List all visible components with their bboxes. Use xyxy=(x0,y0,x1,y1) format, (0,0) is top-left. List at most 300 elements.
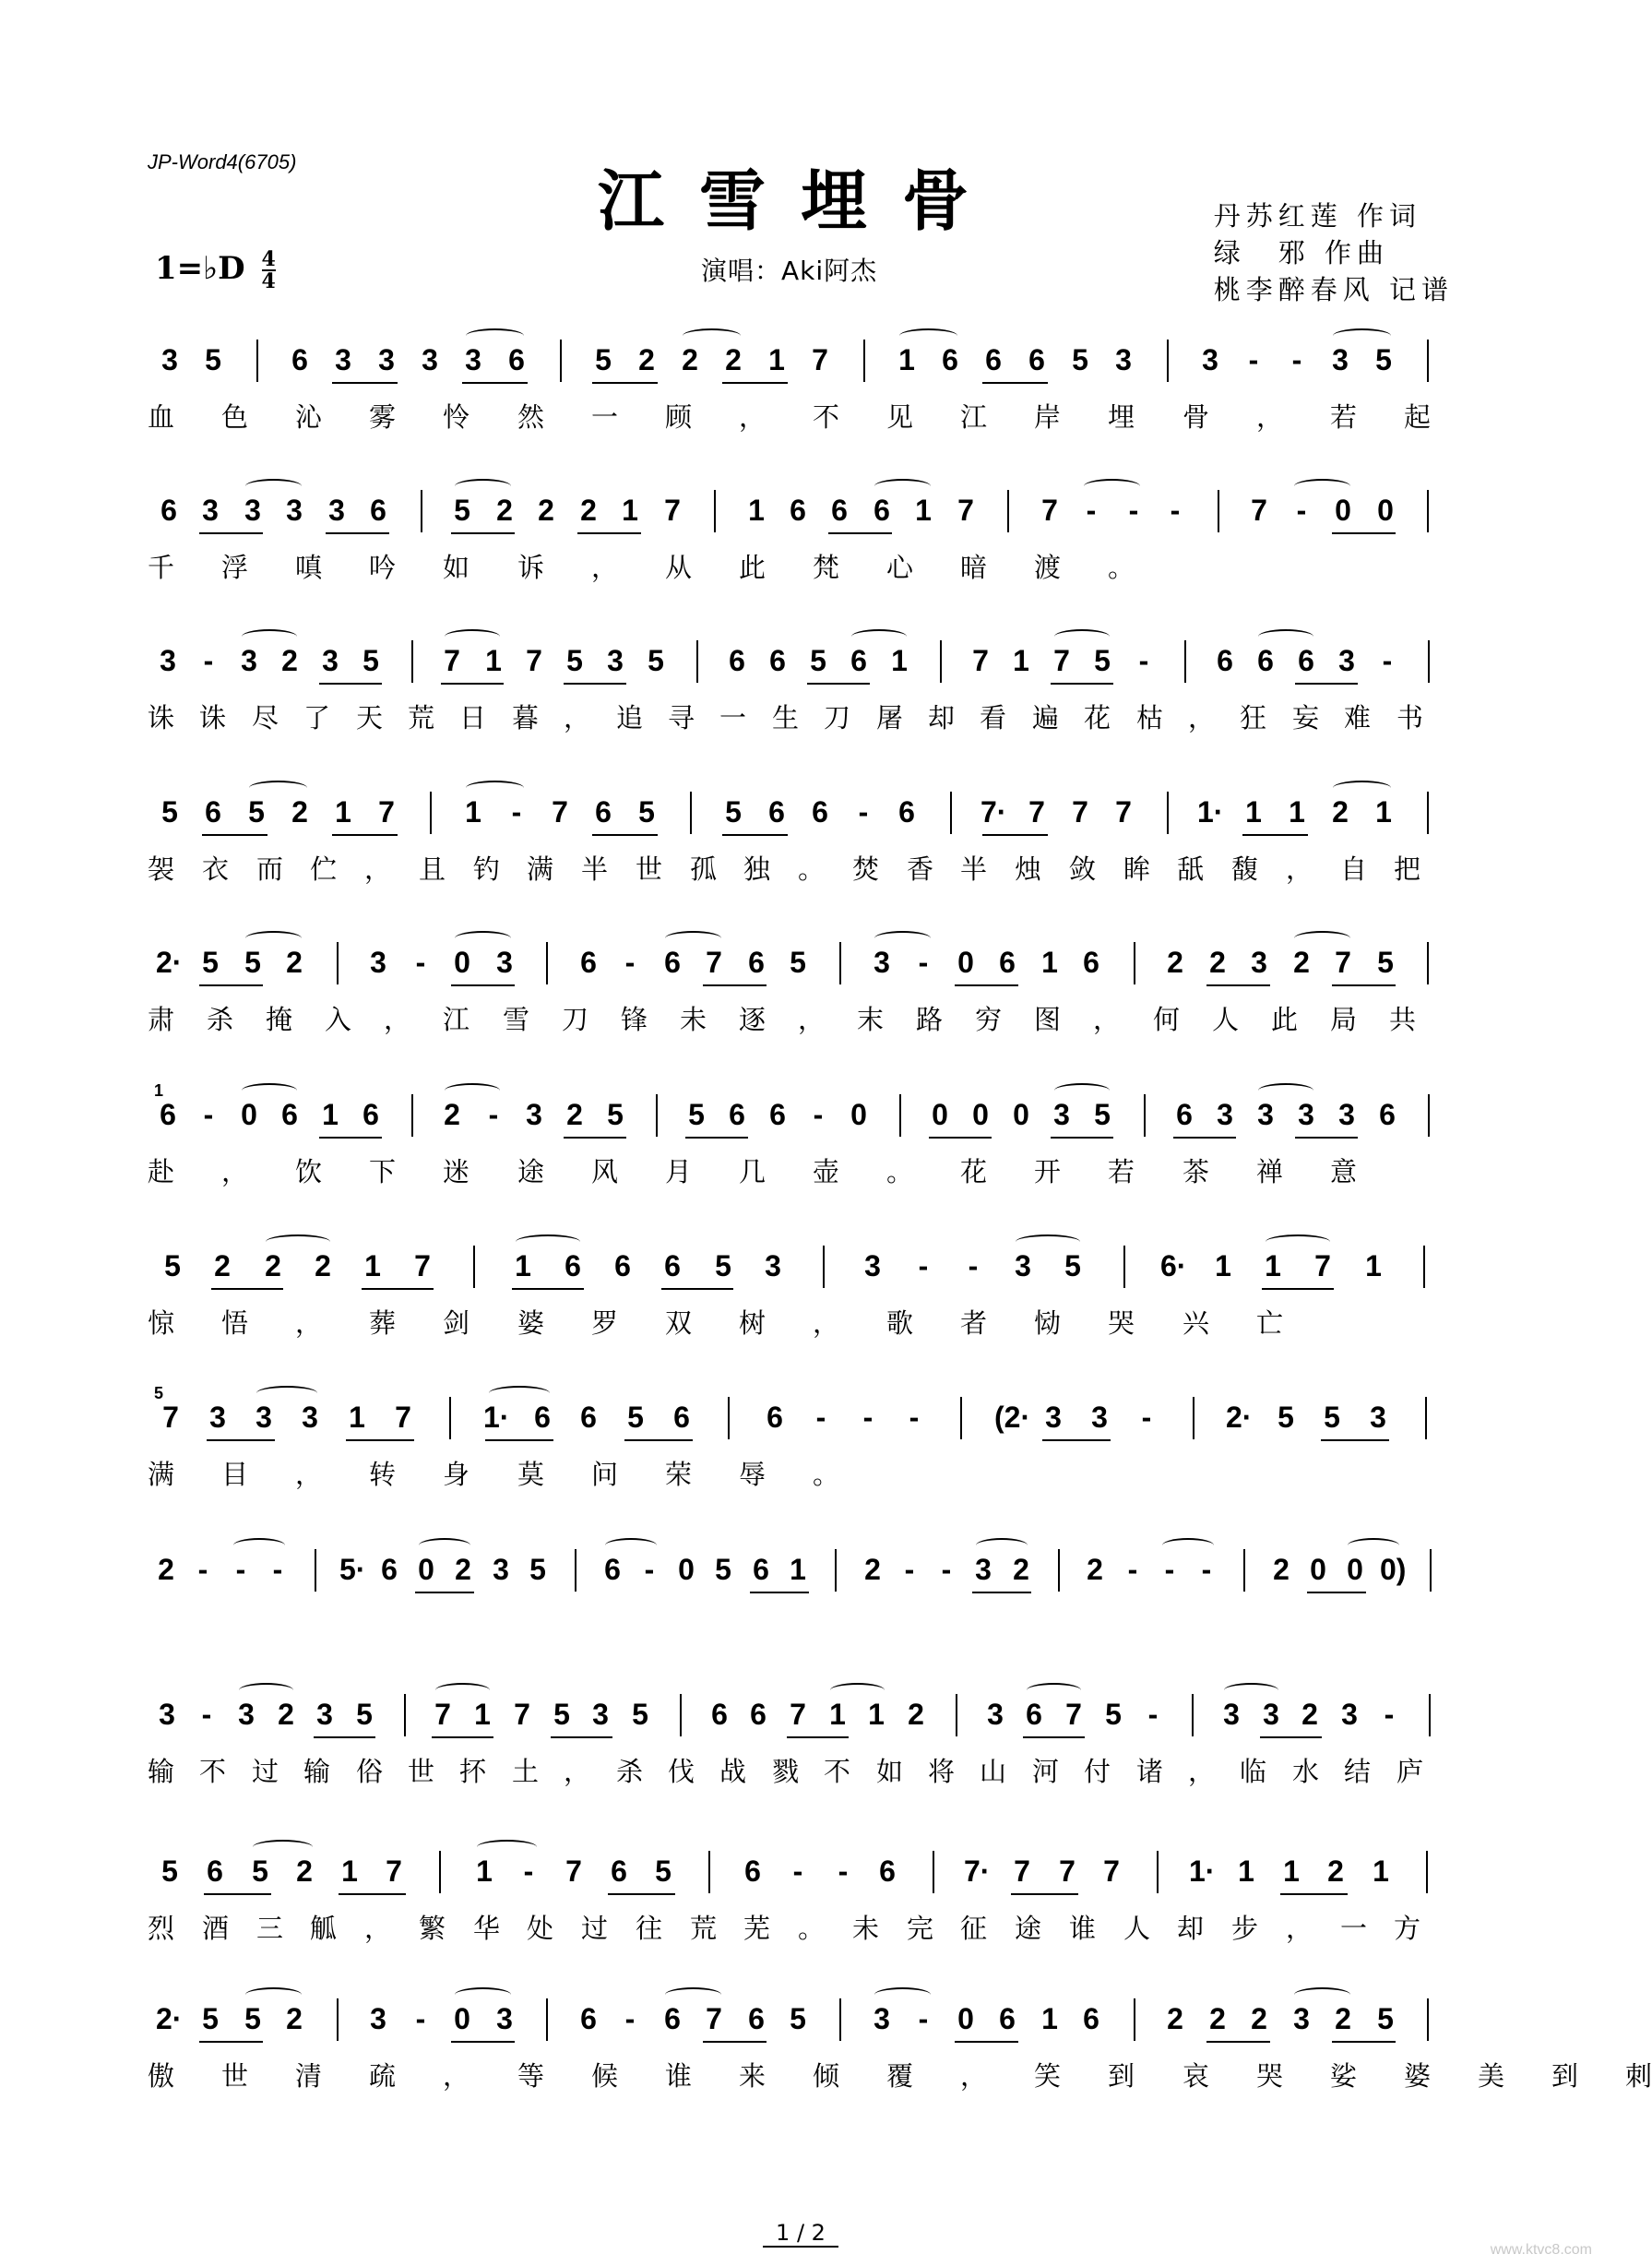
slur xyxy=(419,1538,470,1553)
note: - xyxy=(235,1553,246,1586)
lyric-char: ， xyxy=(739,401,767,433)
note: 6 xyxy=(281,1098,298,1131)
note: 7 xyxy=(414,1249,431,1282)
lyric-char: 恸 xyxy=(1034,1307,1062,1339)
note: 1 xyxy=(1238,1855,1254,1888)
note: 5 xyxy=(202,2002,219,2035)
lyric-char: 目 xyxy=(221,1459,249,1490)
lyric-char: 傲 xyxy=(148,2060,175,2092)
lyric-char: 剑 xyxy=(443,1307,470,1339)
note: 2· xyxy=(156,2002,183,2035)
note: - xyxy=(813,1098,824,1131)
note: 7 xyxy=(552,795,568,829)
note: - xyxy=(1128,494,1139,527)
note: 5 xyxy=(1278,1401,1294,1434)
beam-line xyxy=(1242,834,1308,836)
note: 6 xyxy=(874,494,890,527)
lyric-char: 烛 xyxy=(1015,853,1042,885)
note: 1 xyxy=(1265,1249,1281,1282)
note: 7 xyxy=(1014,1855,1030,1888)
note: 2 xyxy=(281,644,298,677)
note: 3 xyxy=(335,343,351,376)
beam-line xyxy=(326,532,389,534)
lyric-char: ， xyxy=(564,1756,591,1787)
note: 6 xyxy=(985,343,1002,376)
beam-line xyxy=(577,532,641,534)
beam-line xyxy=(1173,1137,1236,1139)
beam-line xyxy=(1307,1592,1366,1593)
slur xyxy=(1294,1987,1350,2002)
beam-line xyxy=(199,532,263,534)
note: 6 xyxy=(207,1855,223,1888)
note: - xyxy=(1086,494,1097,527)
note: 6 xyxy=(1176,1098,1193,1131)
barline xyxy=(714,490,716,532)
lyric-char: 亡 xyxy=(1256,1307,1284,1339)
lyric-char: 江 xyxy=(960,401,988,433)
barline xyxy=(839,942,841,984)
lyric-char: 途 xyxy=(517,1156,545,1187)
lyric-char: 婆 xyxy=(517,1307,545,1339)
note: - xyxy=(644,1553,655,1586)
note: 2 xyxy=(1167,2002,1183,2035)
note: - xyxy=(1138,644,1149,677)
credits xyxy=(1214,197,1454,308)
page-number: 1 / 2 xyxy=(0,2220,1601,2248)
key-text: 1=♭D xyxy=(155,250,245,287)
note: - xyxy=(918,1249,929,1282)
lyric-char: 俗 xyxy=(356,1756,384,1787)
note: - xyxy=(511,795,522,829)
note: 7 xyxy=(162,1401,179,1434)
lyric-char: 锋 xyxy=(621,1004,648,1035)
barline xyxy=(1167,792,1169,834)
note: 2 xyxy=(1013,1553,1029,1586)
grace-note: 1 xyxy=(153,1081,163,1100)
barline xyxy=(1123,1246,1125,1288)
slur xyxy=(1054,1083,1110,1098)
note: 6 xyxy=(711,1698,728,1731)
slur xyxy=(466,328,524,343)
lyric-char: 哭 xyxy=(1108,1307,1135,1339)
lyric-char: 双 xyxy=(665,1307,693,1339)
lyric-char: ， xyxy=(295,1459,323,1490)
beam-line xyxy=(207,1439,275,1441)
barline xyxy=(546,942,548,984)
lyric-char: 人 xyxy=(1123,1913,1151,1944)
lyrics-line xyxy=(148,1151,1448,1188)
lyric-char: 覆 xyxy=(886,2060,914,2092)
lyrics-line xyxy=(148,397,1448,434)
lyric-char: 华 xyxy=(473,1913,501,1944)
note: 2 xyxy=(566,1098,583,1131)
lyric-char: 局 xyxy=(1330,1004,1358,1035)
barline xyxy=(1426,1851,1428,1893)
beam-line xyxy=(199,984,263,986)
note: 1· xyxy=(1197,795,1224,829)
beam-line xyxy=(828,532,892,534)
beam-line xyxy=(722,834,788,836)
lyric-char: 将 xyxy=(928,1756,956,1787)
lyric-char: 罗 xyxy=(591,1307,619,1339)
note: - xyxy=(815,1401,826,1434)
notation-line xyxy=(148,795,1448,841)
barline xyxy=(708,1851,710,1893)
note: 6 xyxy=(664,2002,681,2035)
note: 2 xyxy=(278,1698,294,1731)
note: 2 xyxy=(1335,2002,1351,2035)
note: 3 xyxy=(244,494,261,527)
note: 1 xyxy=(349,1401,365,1434)
note: 6 xyxy=(753,1553,769,1586)
note: 2 xyxy=(214,1249,231,1282)
barline xyxy=(863,340,865,382)
note: 7 xyxy=(972,644,989,677)
lyric-char: 从 xyxy=(665,552,693,583)
note: 3 xyxy=(1293,2002,1310,2035)
note: 3 xyxy=(286,494,303,527)
lyric-char: 土 xyxy=(512,1756,540,1787)
barline xyxy=(256,340,258,382)
beam-line xyxy=(982,834,1048,836)
notation-line xyxy=(148,2002,1448,2048)
lyric-char: 起 xyxy=(1404,401,1432,433)
lyric-char: 诛 xyxy=(199,702,227,733)
notation-line xyxy=(148,644,1448,690)
note: 6 xyxy=(1028,343,1045,376)
slur xyxy=(851,629,907,644)
barline xyxy=(950,792,952,834)
note: 3 xyxy=(1341,1698,1358,1731)
slur xyxy=(665,931,721,946)
lyric-char: 掩 xyxy=(266,1004,293,1035)
note: 1· xyxy=(1189,1855,1216,1888)
lyric-char: 把 xyxy=(1394,853,1421,885)
lyric-char: 袈 xyxy=(148,853,175,885)
note: 5 xyxy=(810,644,826,677)
lyric-char: 倾 xyxy=(813,2060,840,2092)
note: 6 xyxy=(664,1249,681,1282)
lyric-char: 问 xyxy=(591,1459,619,1490)
note: 7 xyxy=(514,1698,530,1731)
note: 5 xyxy=(1105,1698,1122,1731)
lyric-char: 哭 xyxy=(1256,2060,1284,2092)
note: 7 xyxy=(378,795,395,829)
lyric-char: 完 xyxy=(907,1913,934,1944)
lyric-char: 共 xyxy=(1389,1004,1417,1035)
lyric-char: 暮 xyxy=(512,702,540,733)
lyric-char: 图 xyxy=(1034,1004,1062,1035)
barline xyxy=(696,640,698,683)
lyric-char: 庐 xyxy=(1396,1756,1424,1787)
note: 3 xyxy=(592,1698,609,1731)
note: 6 xyxy=(580,946,597,979)
barline xyxy=(1144,1094,1146,1137)
beam-line xyxy=(592,382,658,384)
slur xyxy=(466,781,524,795)
note: 7 xyxy=(434,1698,451,1731)
slur xyxy=(242,629,297,644)
notation-line xyxy=(148,1249,1448,1295)
lyric-char: 哀 xyxy=(1183,2060,1210,2092)
note: 2 xyxy=(725,343,742,376)
slur xyxy=(976,1538,1028,1553)
beam-line xyxy=(703,984,767,986)
note: - xyxy=(1201,1553,1212,1586)
note: 0 xyxy=(1347,1553,1363,1586)
note: 2 xyxy=(1251,2002,1267,2035)
time-sig-bottom: 4 xyxy=(261,269,276,293)
beam-line xyxy=(703,2041,767,2043)
note: 6 xyxy=(729,1098,745,1131)
note: 3 xyxy=(975,1553,992,1586)
beam-line xyxy=(1332,2041,1396,2043)
note: 6 xyxy=(534,1401,551,1434)
note: 3 xyxy=(1251,946,1267,979)
note: 3 xyxy=(1217,1098,1233,1131)
lyric-char: 何 xyxy=(1153,1004,1181,1035)
note: 3 xyxy=(1370,1401,1386,1434)
slur xyxy=(435,1683,490,1698)
slur xyxy=(266,1234,330,1249)
slur xyxy=(874,479,931,494)
note: 6 xyxy=(595,795,612,829)
slur xyxy=(1266,1234,1330,1249)
slur xyxy=(455,1987,511,2002)
beam-line xyxy=(441,683,504,685)
lyric-char: 繁 xyxy=(419,1913,446,1944)
note: 0 xyxy=(454,2002,470,2035)
lyric-char: 烈 xyxy=(148,1913,175,1944)
note: 0 xyxy=(418,1553,434,1586)
lyric-char: 半 xyxy=(960,853,988,885)
barline xyxy=(1427,942,1429,984)
note: 1 xyxy=(829,1698,846,1731)
slur xyxy=(874,1987,931,2002)
lyric-char: 却 xyxy=(928,702,956,733)
note: 7 xyxy=(812,343,828,376)
note: - xyxy=(624,2002,636,2035)
note: 1 xyxy=(622,494,638,527)
lyric-char: 山 xyxy=(980,1756,1007,1787)
note: 3 xyxy=(322,644,339,677)
lyric-char: 追 xyxy=(616,702,644,733)
lyric-char: 自 xyxy=(1340,853,1368,885)
lyrics-line xyxy=(148,698,1448,734)
barline xyxy=(560,340,562,382)
lyric-char: 妄 xyxy=(1292,702,1320,733)
lyric-char: 付 xyxy=(1084,1756,1111,1787)
notation-line xyxy=(148,1855,1448,1901)
lyric-char: 埋 xyxy=(1108,401,1135,433)
lyric-char: 雪 xyxy=(503,1004,530,1035)
note: 6 xyxy=(160,494,177,527)
note: 0 xyxy=(1013,1098,1029,1131)
barline xyxy=(1243,1549,1245,1592)
note: 5 xyxy=(553,1698,570,1731)
software-label: JP-Word4(6705) xyxy=(148,150,297,173)
note: 7 xyxy=(790,1698,806,1731)
lyric-char: 清 xyxy=(295,2060,323,2092)
lyric-char: 刀 xyxy=(824,702,851,733)
note: 7 xyxy=(1053,644,1070,677)
beam-line xyxy=(661,1288,733,1290)
notation-line xyxy=(148,1098,1448,1144)
lyric-char: 等 xyxy=(517,2060,545,2092)
note: 0 xyxy=(850,1098,867,1131)
lyric-char: 。 xyxy=(886,1156,914,1187)
note: 3 xyxy=(1045,1401,1062,1434)
lyric-char: ， xyxy=(443,2060,470,2092)
note: 6 xyxy=(611,1855,627,1888)
note: 2 xyxy=(296,1855,313,1888)
note: 2 xyxy=(496,494,513,527)
slur xyxy=(489,1386,550,1401)
lyric-char: 迷 xyxy=(443,1156,470,1187)
beam-line xyxy=(807,683,870,685)
lyrics-line xyxy=(148,849,1448,886)
note: 3 xyxy=(765,1249,781,1282)
slur xyxy=(233,1538,285,1553)
lyric-char: 沁 xyxy=(295,401,323,433)
note: 2· xyxy=(156,946,183,979)
beam-line xyxy=(1260,1736,1322,1738)
beam-line xyxy=(1262,1288,1334,1290)
lyric-char: ， xyxy=(1188,1756,1216,1787)
note: 3 xyxy=(159,1698,175,1731)
beam-line xyxy=(451,984,515,986)
slur xyxy=(1294,479,1350,494)
note: 2 xyxy=(1167,946,1183,979)
note: - xyxy=(1147,1698,1159,1731)
lyric-char: 转 xyxy=(369,1459,397,1490)
slur xyxy=(1027,1683,1081,1698)
note: 1 xyxy=(1013,644,1029,677)
lyric-char: 过 xyxy=(581,1913,609,1944)
note: 5 xyxy=(688,1098,705,1131)
lyric-char: 辱 xyxy=(739,1459,767,1490)
note: 6 xyxy=(729,644,745,677)
note: 6 xyxy=(508,343,525,376)
beam-line xyxy=(1280,1893,1348,1895)
note: 2 xyxy=(638,343,655,376)
lyric-char: 屠 xyxy=(876,702,904,733)
note: 5 xyxy=(1377,946,1394,979)
lyric-char: 刀 xyxy=(562,1004,589,1035)
note: 2· xyxy=(1226,1401,1253,1434)
lyric-char: 敛 xyxy=(1069,853,1097,885)
note: 1 xyxy=(1041,946,1058,979)
note: 2 xyxy=(1301,1698,1318,1731)
note: 6 xyxy=(362,1098,379,1131)
barline xyxy=(1428,640,1430,683)
lyric-char: 衣 xyxy=(202,853,230,885)
note: 6 xyxy=(673,1401,690,1434)
note: 5 xyxy=(607,1098,624,1131)
barline xyxy=(575,1549,576,1592)
note: 0 xyxy=(957,2002,974,2035)
lyric-char: 满 xyxy=(527,853,554,885)
beam-line xyxy=(332,834,398,836)
note: 6 xyxy=(879,1855,896,1888)
beam-line xyxy=(592,834,658,836)
beam-line xyxy=(750,1592,809,1593)
note: 6 xyxy=(768,795,785,829)
note: 5 xyxy=(1375,343,1392,376)
note: - xyxy=(918,2002,929,2035)
note: - xyxy=(1384,1698,1395,1731)
note: 5 xyxy=(790,946,806,979)
lyric-char: 不 xyxy=(824,1756,851,1787)
lyric-char: 嗔 xyxy=(295,552,323,583)
note: 7 xyxy=(1065,1698,1082,1731)
note: 2 xyxy=(1209,2002,1226,2035)
note: 6 xyxy=(748,946,765,979)
lyric-char: 若 xyxy=(1108,1156,1135,1187)
beam-line xyxy=(1051,1137,1113,1139)
note: 6 xyxy=(1257,644,1274,677)
barline xyxy=(1429,1694,1431,1736)
note: 3 xyxy=(607,644,624,677)
lyric-char: 水 xyxy=(1292,1756,1320,1787)
lyric-char: 不 xyxy=(813,401,840,433)
lyric-char: 孤 xyxy=(690,853,718,885)
note: - xyxy=(197,1553,208,1586)
slur xyxy=(1348,1538,1399,1553)
note: 1 xyxy=(476,1855,493,1888)
lyric-char: 开 xyxy=(1034,1156,1062,1187)
lyric-char: 肃 xyxy=(148,1004,175,1035)
beam-line xyxy=(1332,532,1396,534)
lyric-char: ， xyxy=(591,552,619,583)
note: 3 xyxy=(209,1401,226,1434)
note: 6 xyxy=(1217,644,1233,677)
note: 6 xyxy=(664,946,681,979)
note: - xyxy=(792,1855,803,1888)
note: 2 xyxy=(1087,1553,1103,1586)
note: 6 xyxy=(604,1553,621,1586)
note: 1 xyxy=(748,494,765,527)
lyric-char: ， xyxy=(1286,853,1313,885)
barline xyxy=(1192,1694,1194,1736)
lyric-char: 怜 xyxy=(443,401,470,433)
lyric-char: 骨 xyxy=(1183,401,1210,433)
note: 6 xyxy=(1379,1098,1396,1131)
lyric-char: 谁 xyxy=(1069,1913,1097,1944)
note: 2 xyxy=(864,1553,881,1586)
note: 6 xyxy=(614,1249,631,1282)
note: 7 xyxy=(1115,795,1132,829)
lyric-char: ， xyxy=(813,1307,840,1339)
lyric-char: 伫 xyxy=(310,853,338,885)
note: 6 xyxy=(381,1553,398,1586)
lyric-char: 。 xyxy=(813,1459,840,1490)
note: 1 xyxy=(768,343,785,376)
lyric-char: 杀 xyxy=(207,1004,234,1035)
lyric-char: 入 xyxy=(325,1004,352,1035)
barline xyxy=(1425,1397,1427,1439)
lyric-char: 却 xyxy=(1177,1913,1205,1944)
note: 5 xyxy=(715,1553,731,1586)
beam-line xyxy=(982,382,1048,384)
note: - xyxy=(201,1698,212,1731)
note: 7 xyxy=(386,1855,402,1888)
note: 5 xyxy=(244,946,261,979)
grace-note: 5 xyxy=(153,1384,163,1402)
lyrics-line xyxy=(148,1606,1448,1643)
lyric-char: 到 xyxy=(1108,2060,1135,2092)
transcriber: 桃李醉春风 记谱 xyxy=(1213,274,1454,305)
